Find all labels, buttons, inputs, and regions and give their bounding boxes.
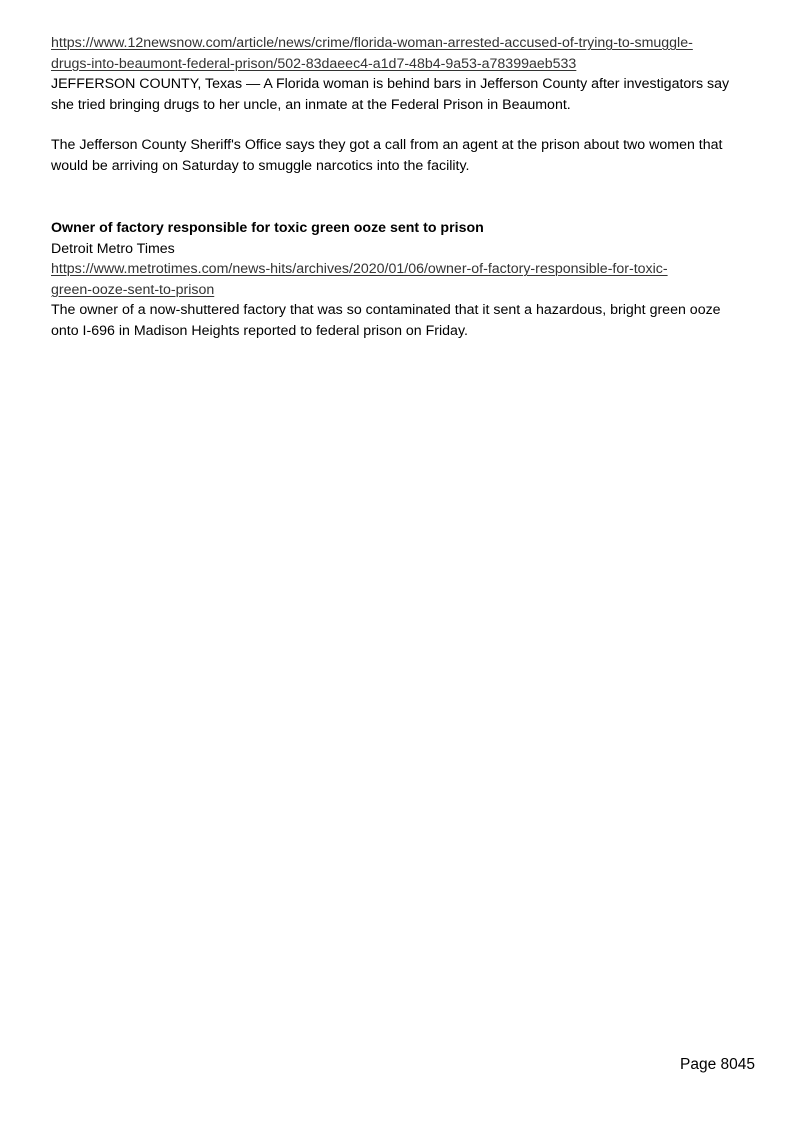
article-link-line[interactable]: green-ooze-sent-to-prison	[51, 281, 215, 298]
article-florida-woman	[51, 33, 751, 176]
article-paragraph: The owner of a now-shuttered factory that was so contaminated that it sent a hazardous, bright green ooze onto I-696 in Madison Heights reported to federal prison on Friday.	[51, 302, 721, 339]
document-body	[51, 33, 751, 341]
article-headline: Owner of factory responsible for toxic green ooze sent to prison	[51, 220, 484, 236]
page-number: Page 8045	[680, 1056, 755, 1073]
article-spacer	[51, 176, 751, 218]
article-link-line[interactable]: https://www.metrotimes.com/news-hits/archives/2020/01/06/owner-of-factory-responsible-for-toxic-	[51, 261, 668, 277]
article-paragraph: The Jefferson County Sheriff's Office says they got a call from an agent at the prison about two women that would be arriving on Saturday to smuggle narcotics into the facility.	[51, 137, 723, 174]
article-link-line[interactable]: https://www.12newsnow.com/article/news/crime/florida-woman-arrested-accused-of-trying-to-smuggle-	[51, 35, 693, 51]
article-link-line[interactable]: drugs-into-beaumont-federal-prison/502-83daeec4-a1d7-48b4-9a53-a78399aeb533	[51, 55, 577, 72]
paragraph-spacer	[51, 115, 751, 135]
article-green-ooze	[51, 218, 751, 341]
article-paragraph: JEFFERSON COUNTY, Texas — A Florida woman is behind bars in Jefferson County after investigators say she tried bringing drugs to her uncle, an inmate at the Federal Prison in Beaumont.	[51, 76, 730, 113]
article-source: Detroit Metro Times	[51, 240, 175, 257]
